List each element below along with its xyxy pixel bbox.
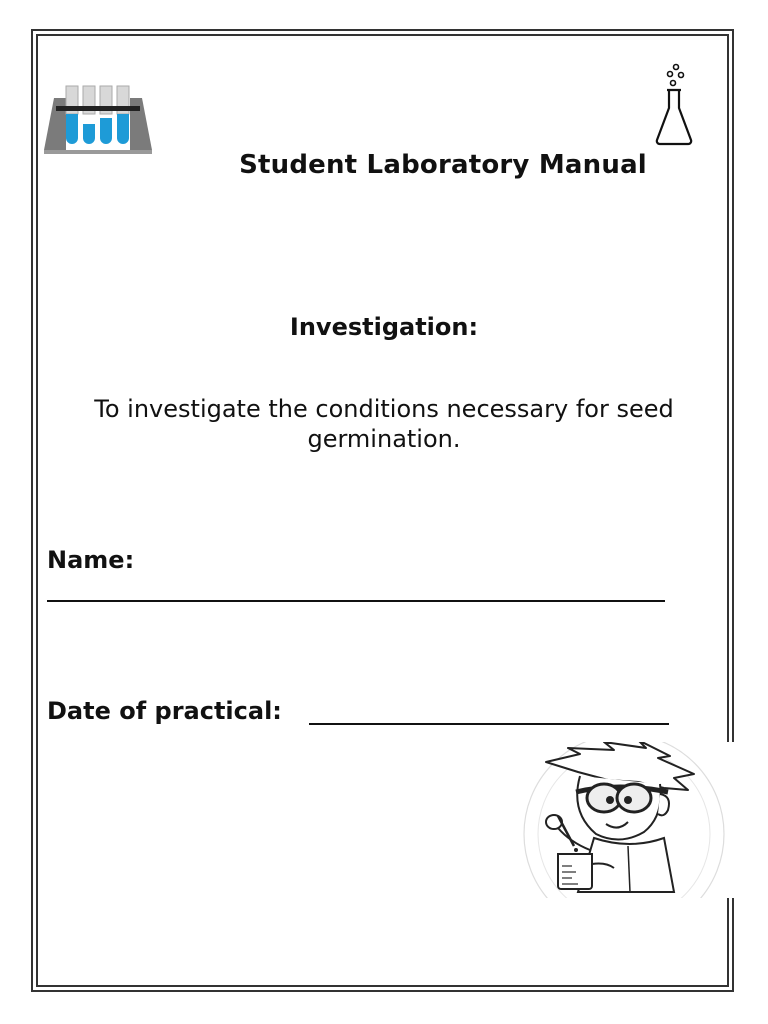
name-label: Name:	[47, 546, 135, 574]
investigation-heading: Investigation:	[289, 313, 479, 341]
erlenmeyer-flask-icon	[652, 62, 696, 148]
cartoon-scientist-illustration	[518, 742, 734, 898]
investigation-aim: To investigate the conditions necessary for seed germination.	[94, 395, 674, 453]
page-title: Student Laboratory Manual	[239, 150, 647, 180]
date-label: Date of practical:	[47, 697, 282, 725]
date-entry-line	[309, 723, 669, 725]
name-entry-line	[47, 600, 665, 602]
test-tubes-rack-icon	[44, 84, 152, 154]
